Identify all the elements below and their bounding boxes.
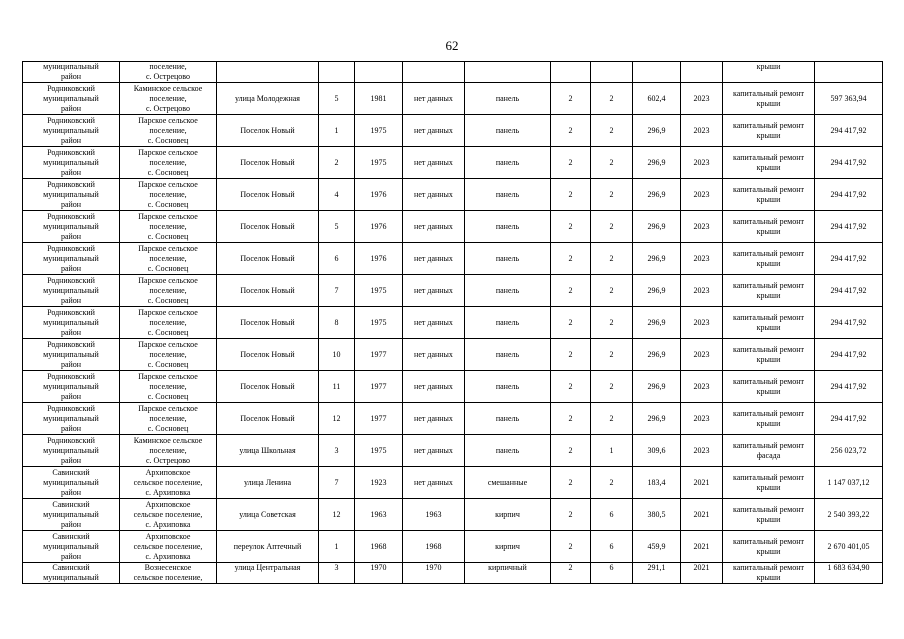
- floors-cell: 2: [551, 531, 591, 563]
- work-type-cell: капитальный ремонт крыши: [723, 307, 815, 339]
- district-cell: Родниковский муниципальный район: [23, 275, 120, 307]
- build-year-cell: 1977: [355, 403, 403, 435]
- plan-year-cell: 2023: [681, 179, 723, 211]
- plan-year-cell: 2023: [681, 115, 723, 147]
- housing-registry-table: [22, 61, 883, 584]
- area-cell: 296,9: [633, 179, 681, 211]
- district-cell: Родниковский муниципальный район: [23, 435, 120, 467]
- table-row: [23, 403, 883, 435]
- settlement-cell: поселение, с. Острецово: [120, 62, 217, 83]
- street-cell: переулок Аптечный: [217, 531, 319, 563]
- commission-year-cell: нет данных: [403, 83, 465, 115]
- street-cell: Поселок Новый: [217, 147, 319, 179]
- cost-cell: 294 417,92: [815, 307, 883, 339]
- work-type-cell: капитальный ремонт фасада: [723, 435, 815, 467]
- commission-year-cell: 1963: [403, 499, 465, 531]
- wall-material-cell: кирпич: [465, 499, 551, 531]
- entrances-cell: 2: [591, 115, 633, 147]
- wall-material-cell: панель: [465, 115, 551, 147]
- settlement-cell: Каминское сельское поселение, с. Острецово: [120, 435, 217, 467]
- entrances-cell: 6: [591, 563, 633, 584]
- district-cell: Родниковский муниципальный район: [23, 211, 120, 243]
- entrances-cell: 2: [591, 211, 633, 243]
- table-row: [23, 62, 883, 83]
- commission-year-cell: нет данных: [403, 243, 465, 275]
- floors-cell: 2: [551, 403, 591, 435]
- floors-cell: 2: [551, 179, 591, 211]
- settlement-cell: Парское сельское поселение, с. Сосновец: [120, 371, 217, 403]
- house-number-cell: 5: [319, 83, 355, 115]
- floors-cell: 2: [551, 371, 591, 403]
- cost-cell: 2 670 401,05: [815, 531, 883, 563]
- build-year-cell: 1975: [355, 307, 403, 339]
- house-number-cell: 3: [319, 435, 355, 467]
- plan-year-cell: [681, 62, 723, 83]
- entrances-cell: 6: [591, 531, 633, 563]
- work-type-cell: капитальный ремонт крыши: [723, 467, 815, 499]
- area-cell: [633, 62, 681, 83]
- wall-material-cell: панель: [465, 275, 551, 307]
- wall-material-cell: панель: [465, 83, 551, 115]
- house-number-cell: 10: [319, 339, 355, 371]
- area-cell: 296,9: [633, 371, 681, 403]
- floors-cell: 2: [551, 467, 591, 499]
- cost-cell: 294 417,92: [815, 147, 883, 179]
- work-type-cell: капитальный ремонт крыши: [723, 147, 815, 179]
- plan-year-cell: 2021: [681, 563, 723, 584]
- house-number-cell: 1: [319, 115, 355, 147]
- settlement-cell: Парское сельское поселение, с. Сосновец: [120, 243, 217, 275]
- wall-material-cell: панель: [465, 403, 551, 435]
- wall-material-cell: панель: [465, 435, 551, 467]
- plan-year-cell: 2023: [681, 403, 723, 435]
- floors-cell: 2: [551, 499, 591, 531]
- plan-year-cell: 2023: [681, 371, 723, 403]
- floors-cell: 2: [551, 435, 591, 467]
- work-type-cell: капитальный ремонт крыши: [723, 179, 815, 211]
- wall-material-cell: панель: [465, 211, 551, 243]
- street-cell: улица Советская: [217, 499, 319, 531]
- entrances-cell: 2: [591, 307, 633, 339]
- build-year-cell: 1963: [355, 499, 403, 531]
- plan-year-cell: 2023: [681, 243, 723, 275]
- work-type-cell: капитальный ремонт крыши: [723, 499, 815, 531]
- build-year-cell: 1975: [355, 275, 403, 307]
- build-year-cell: 1923: [355, 467, 403, 499]
- wall-material-cell: смешанные: [465, 467, 551, 499]
- work-type-cell: капитальный ремонт крыши: [723, 243, 815, 275]
- cost-cell: 1 683 634,90: [815, 563, 883, 584]
- table-row: [23, 563, 883, 584]
- entrances-cell: 2: [591, 467, 633, 499]
- area-cell: 296,9: [633, 403, 681, 435]
- table-row: [23, 179, 883, 211]
- entrances-cell: 2: [591, 179, 633, 211]
- area-cell: 291,1: [633, 563, 681, 584]
- plan-year-cell: 2021: [681, 499, 723, 531]
- street-cell: улица Ленина: [217, 467, 319, 499]
- cost-cell: 294 417,92: [815, 403, 883, 435]
- cost-cell: 294 417,92: [815, 115, 883, 147]
- build-year-cell: 1976: [355, 243, 403, 275]
- wall-material-cell: панель: [465, 147, 551, 179]
- build-year-cell: 1977: [355, 371, 403, 403]
- district-cell: Родниковский муниципальный район: [23, 115, 120, 147]
- floors-cell: 2: [551, 115, 591, 147]
- area-cell: 183,4: [633, 467, 681, 499]
- cost-cell: 2 540 393,22: [815, 499, 883, 531]
- house-number-cell: 5: [319, 211, 355, 243]
- build-year-cell: 1975: [355, 147, 403, 179]
- table-row: [23, 275, 883, 307]
- table-row: [23, 339, 883, 371]
- district-cell: муниципальный район: [23, 62, 120, 83]
- entrances-cell: 2: [591, 275, 633, 307]
- wall-material-cell: [465, 62, 551, 83]
- table-row: [23, 307, 883, 339]
- street-cell: улица Школьная: [217, 435, 319, 467]
- plan-year-cell: 2023: [681, 275, 723, 307]
- street-cell: Поселок Новый: [217, 371, 319, 403]
- cost-cell: 294 417,92: [815, 243, 883, 275]
- commission-year-cell: нет данных: [403, 435, 465, 467]
- settlement-cell: Парское сельское поселение, с. Сосновец: [120, 147, 217, 179]
- entrances-cell: 6: [591, 499, 633, 531]
- house-number-cell: [319, 62, 355, 83]
- street-cell: Поселок Новый: [217, 243, 319, 275]
- build-year-cell: 1976: [355, 179, 403, 211]
- work-type-cell: капитальный ремонт крыши: [723, 275, 815, 307]
- house-number-cell: 7: [319, 467, 355, 499]
- house-number-cell: 8: [319, 307, 355, 339]
- settlement-cell: Парское сельское поселение, с. Сосновец: [120, 403, 217, 435]
- cost-cell: 1 147 037,12: [815, 467, 883, 499]
- commission-year-cell: 1970: [403, 563, 465, 584]
- house-number-cell: 7: [319, 275, 355, 307]
- district-cell: Родниковский муниципальный район: [23, 243, 120, 275]
- work-type-cell: капитальный ремонт крыши: [723, 563, 815, 584]
- street-cell: Поселок Новый: [217, 307, 319, 339]
- settlement-cell: Парское сельское поселение, с. Сосновец: [120, 115, 217, 147]
- area-cell: 459,9: [633, 531, 681, 563]
- table-row: [23, 243, 883, 275]
- settlement-cell: Каминское сельское поселение, с. Острецово: [120, 83, 217, 115]
- cost-cell: 294 417,92: [815, 211, 883, 243]
- work-type-cell: капитальный ремонт крыши: [723, 211, 815, 243]
- cost-cell: 294 417,92: [815, 371, 883, 403]
- entrances-cell: 2: [591, 403, 633, 435]
- district-cell: Родниковский муниципальный район: [23, 147, 120, 179]
- settlement-cell: Парское сельское поселение, с. Сосновец: [120, 275, 217, 307]
- build-year-cell: [355, 62, 403, 83]
- build-year-cell: 1976: [355, 211, 403, 243]
- wall-material-cell: панель: [465, 179, 551, 211]
- table-row: [23, 83, 883, 115]
- commission-year-cell: [403, 62, 465, 83]
- work-type-cell: капитальный ремонт крыши: [723, 115, 815, 147]
- commission-year-cell: нет данных: [403, 179, 465, 211]
- floors-cell: 2: [551, 307, 591, 339]
- plan-year-cell: 2023: [681, 83, 723, 115]
- wall-material-cell: кирпич: [465, 531, 551, 563]
- work-type-cell: капитальный ремонт крыши: [723, 531, 815, 563]
- table-row: [23, 531, 883, 563]
- street-cell: Поселок Новый: [217, 179, 319, 211]
- settlement-cell: Парское сельское поселение, с. Сосновец: [120, 179, 217, 211]
- commission-year-cell: нет данных: [403, 339, 465, 371]
- entrances-cell: 1: [591, 435, 633, 467]
- street-cell: Поселок Новый: [217, 403, 319, 435]
- plan-year-cell: 2023: [681, 211, 723, 243]
- commission-year-cell: нет данных: [403, 211, 465, 243]
- build-year-cell: 1981: [355, 83, 403, 115]
- district-cell: Родниковский муниципальный район: [23, 179, 120, 211]
- area-cell: 296,9: [633, 307, 681, 339]
- street-cell: Поселок Новый: [217, 339, 319, 371]
- cost-cell: 294 417,92: [815, 339, 883, 371]
- wall-material-cell: кирпичный: [465, 563, 551, 584]
- street-cell: [217, 62, 319, 83]
- house-number-cell: 4: [319, 179, 355, 211]
- cost-cell: [815, 62, 883, 83]
- district-cell: Савинский муниципальный район: [23, 531, 120, 563]
- district-cell: Родниковский муниципальный район: [23, 307, 120, 339]
- floors-cell: 2: [551, 211, 591, 243]
- table-row: [23, 467, 883, 499]
- street-cell: Поселок Новый: [217, 211, 319, 243]
- build-year-cell: 1975: [355, 435, 403, 467]
- commission-year-cell: нет данных: [403, 147, 465, 179]
- work-type-cell: капитальный ремонт крыши: [723, 339, 815, 371]
- settlement-cell: Архиповское сельское поселение, с. Архиповка: [120, 467, 217, 499]
- commission-year-cell: нет данных: [403, 307, 465, 339]
- cost-cell: 597 363,94: [815, 83, 883, 115]
- district-cell: Савинский муниципальный район: [23, 467, 120, 499]
- house-number-cell: 12: [319, 499, 355, 531]
- build-year-cell: 1975: [355, 115, 403, 147]
- entrances-cell: 2: [591, 147, 633, 179]
- district-cell: Родниковский муниципальный район: [23, 83, 120, 115]
- entrances-cell: 2: [591, 339, 633, 371]
- plan-year-cell: 2023: [681, 435, 723, 467]
- cost-cell: 294 417,92: [815, 179, 883, 211]
- table-row: [23, 371, 883, 403]
- settlement-cell: Вознесенское сельское поселение,: [120, 563, 217, 584]
- build-year-cell: 1977: [355, 339, 403, 371]
- commission-year-cell: нет данных: [403, 115, 465, 147]
- district-cell: Савинский муниципальный: [23, 563, 120, 584]
- table-row: [23, 115, 883, 147]
- table-body: [23, 62, 883, 584]
- house-number-cell: 6: [319, 243, 355, 275]
- floors-cell: 2: [551, 147, 591, 179]
- entrances-cell: 2: [591, 243, 633, 275]
- floors-cell: 2: [551, 275, 591, 307]
- work-type-cell: капитальный ремонт крыши: [723, 371, 815, 403]
- table-row: [23, 435, 883, 467]
- wall-material-cell: панель: [465, 307, 551, 339]
- entrances-cell: [591, 62, 633, 83]
- commission-year-cell: нет данных: [403, 371, 465, 403]
- settlement-cell: Парское сельское поселение, с. Сосновец: [120, 339, 217, 371]
- table-row: [23, 499, 883, 531]
- floors-cell: [551, 62, 591, 83]
- area-cell: 380,5: [633, 499, 681, 531]
- work-type-cell: капитальный ремонт крыши: [723, 403, 815, 435]
- build-year-cell: 1970: [355, 563, 403, 584]
- cost-cell: 256 023,72: [815, 435, 883, 467]
- commission-year-cell: нет данных: [403, 403, 465, 435]
- plan-year-cell: 2023: [681, 147, 723, 179]
- house-number-cell: 1: [319, 531, 355, 563]
- area-cell: 296,9: [633, 211, 681, 243]
- district-cell: Савинский муниципальный район: [23, 499, 120, 531]
- wall-material-cell: панель: [465, 243, 551, 275]
- area-cell: 309,6: [633, 435, 681, 467]
- page-number: 62: [445, 38, 459, 53]
- district-cell: Родниковский муниципальный район: [23, 371, 120, 403]
- floors-cell: 2: [551, 83, 591, 115]
- plan-year-cell: 2021: [681, 531, 723, 563]
- floors-cell: 2: [551, 563, 591, 584]
- wall-material-cell: панель: [465, 371, 551, 403]
- house-number-cell: 3: [319, 563, 355, 584]
- settlement-cell: Парское сельское поселение, с. Сосновец: [120, 307, 217, 339]
- street-cell: улица Центральная: [217, 563, 319, 584]
- plan-year-cell: 2023: [681, 339, 723, 371]
- street-cell: Поселок Новый: [217, 115, 319, 147]
- house-number-cell: 2: [319, 147, 355, 179]
- work-type-cell: капитальный ремонт крыши: [723, 83, 815, 115]
- wall-material-cell: панель: [465, 339, 551, 371]
- cost-cell: 294 417,92: [815, 275, 883, 307]
- area-cell: 296,9: [633, 147, 681, 179]
- floors-cell: 2: [551, 243, 591, 275]
- house-number-cell: 12: [319, 403, 355, 435]
- area-cell: 296,9: [633, 115, 681, 147]
- plan-year-cell: 2021: [681, 467, 723, 499]
- street-cell: Поселок Новый: [217, 275, 319, 307]
- street-cell: улица Молодежная: [217, 83, 319, 115]
- area-cell: 602,4: [633, 83, 681, 115]
- settlement-cell: Архиповское сельское поселение, с. Архиповка: [120, 531, 217, 563]
- table-row: [23, 211, 883, 243]
- house-number-cell: 11: [319, 371, 355, 403]
- settlement-cell: Парское сельское поселение, с. Сосновец: [120, 211, 217, 243]
- area-cell: 296,9: [633, 243, 681, 275]
- build-year-cell: 1968: [355, 531, 403, 563]
- entrances-cell: 2: [591, 371, 633, 403]
- floors-cell: 2: [551, 339, 591, 371]
- entrances-cell: 2: [591, 83, 633, 115]
- district-cell: Родниковский муниципальный район: [23, 403, 120, 435]
- settlement-cell: Архиповское сельское поселение, с. Архиповка: [120, 499, 217, 531]
- plan-year-cell: 2023: [681, 307, 723, 339]
- work-type-cell: крыши: [723, 62, 815, 83]
- table-row: [23, 147, 883, 179]
- commission-year-cell: нет данных: [403, 275, 465, 307]
- area-cell: 296,9: [633, 275, 681, 307]
- commission-year-cell: 1968: [403, 531, 465, 563]
- district-cell: Родниковский муниципальный район: [23, 339, 120, 371]
- commission-year-cell: нет данных: [403, 467, 465, 499]
- area-cell: 296,9: [633, 339, 681, 371]
